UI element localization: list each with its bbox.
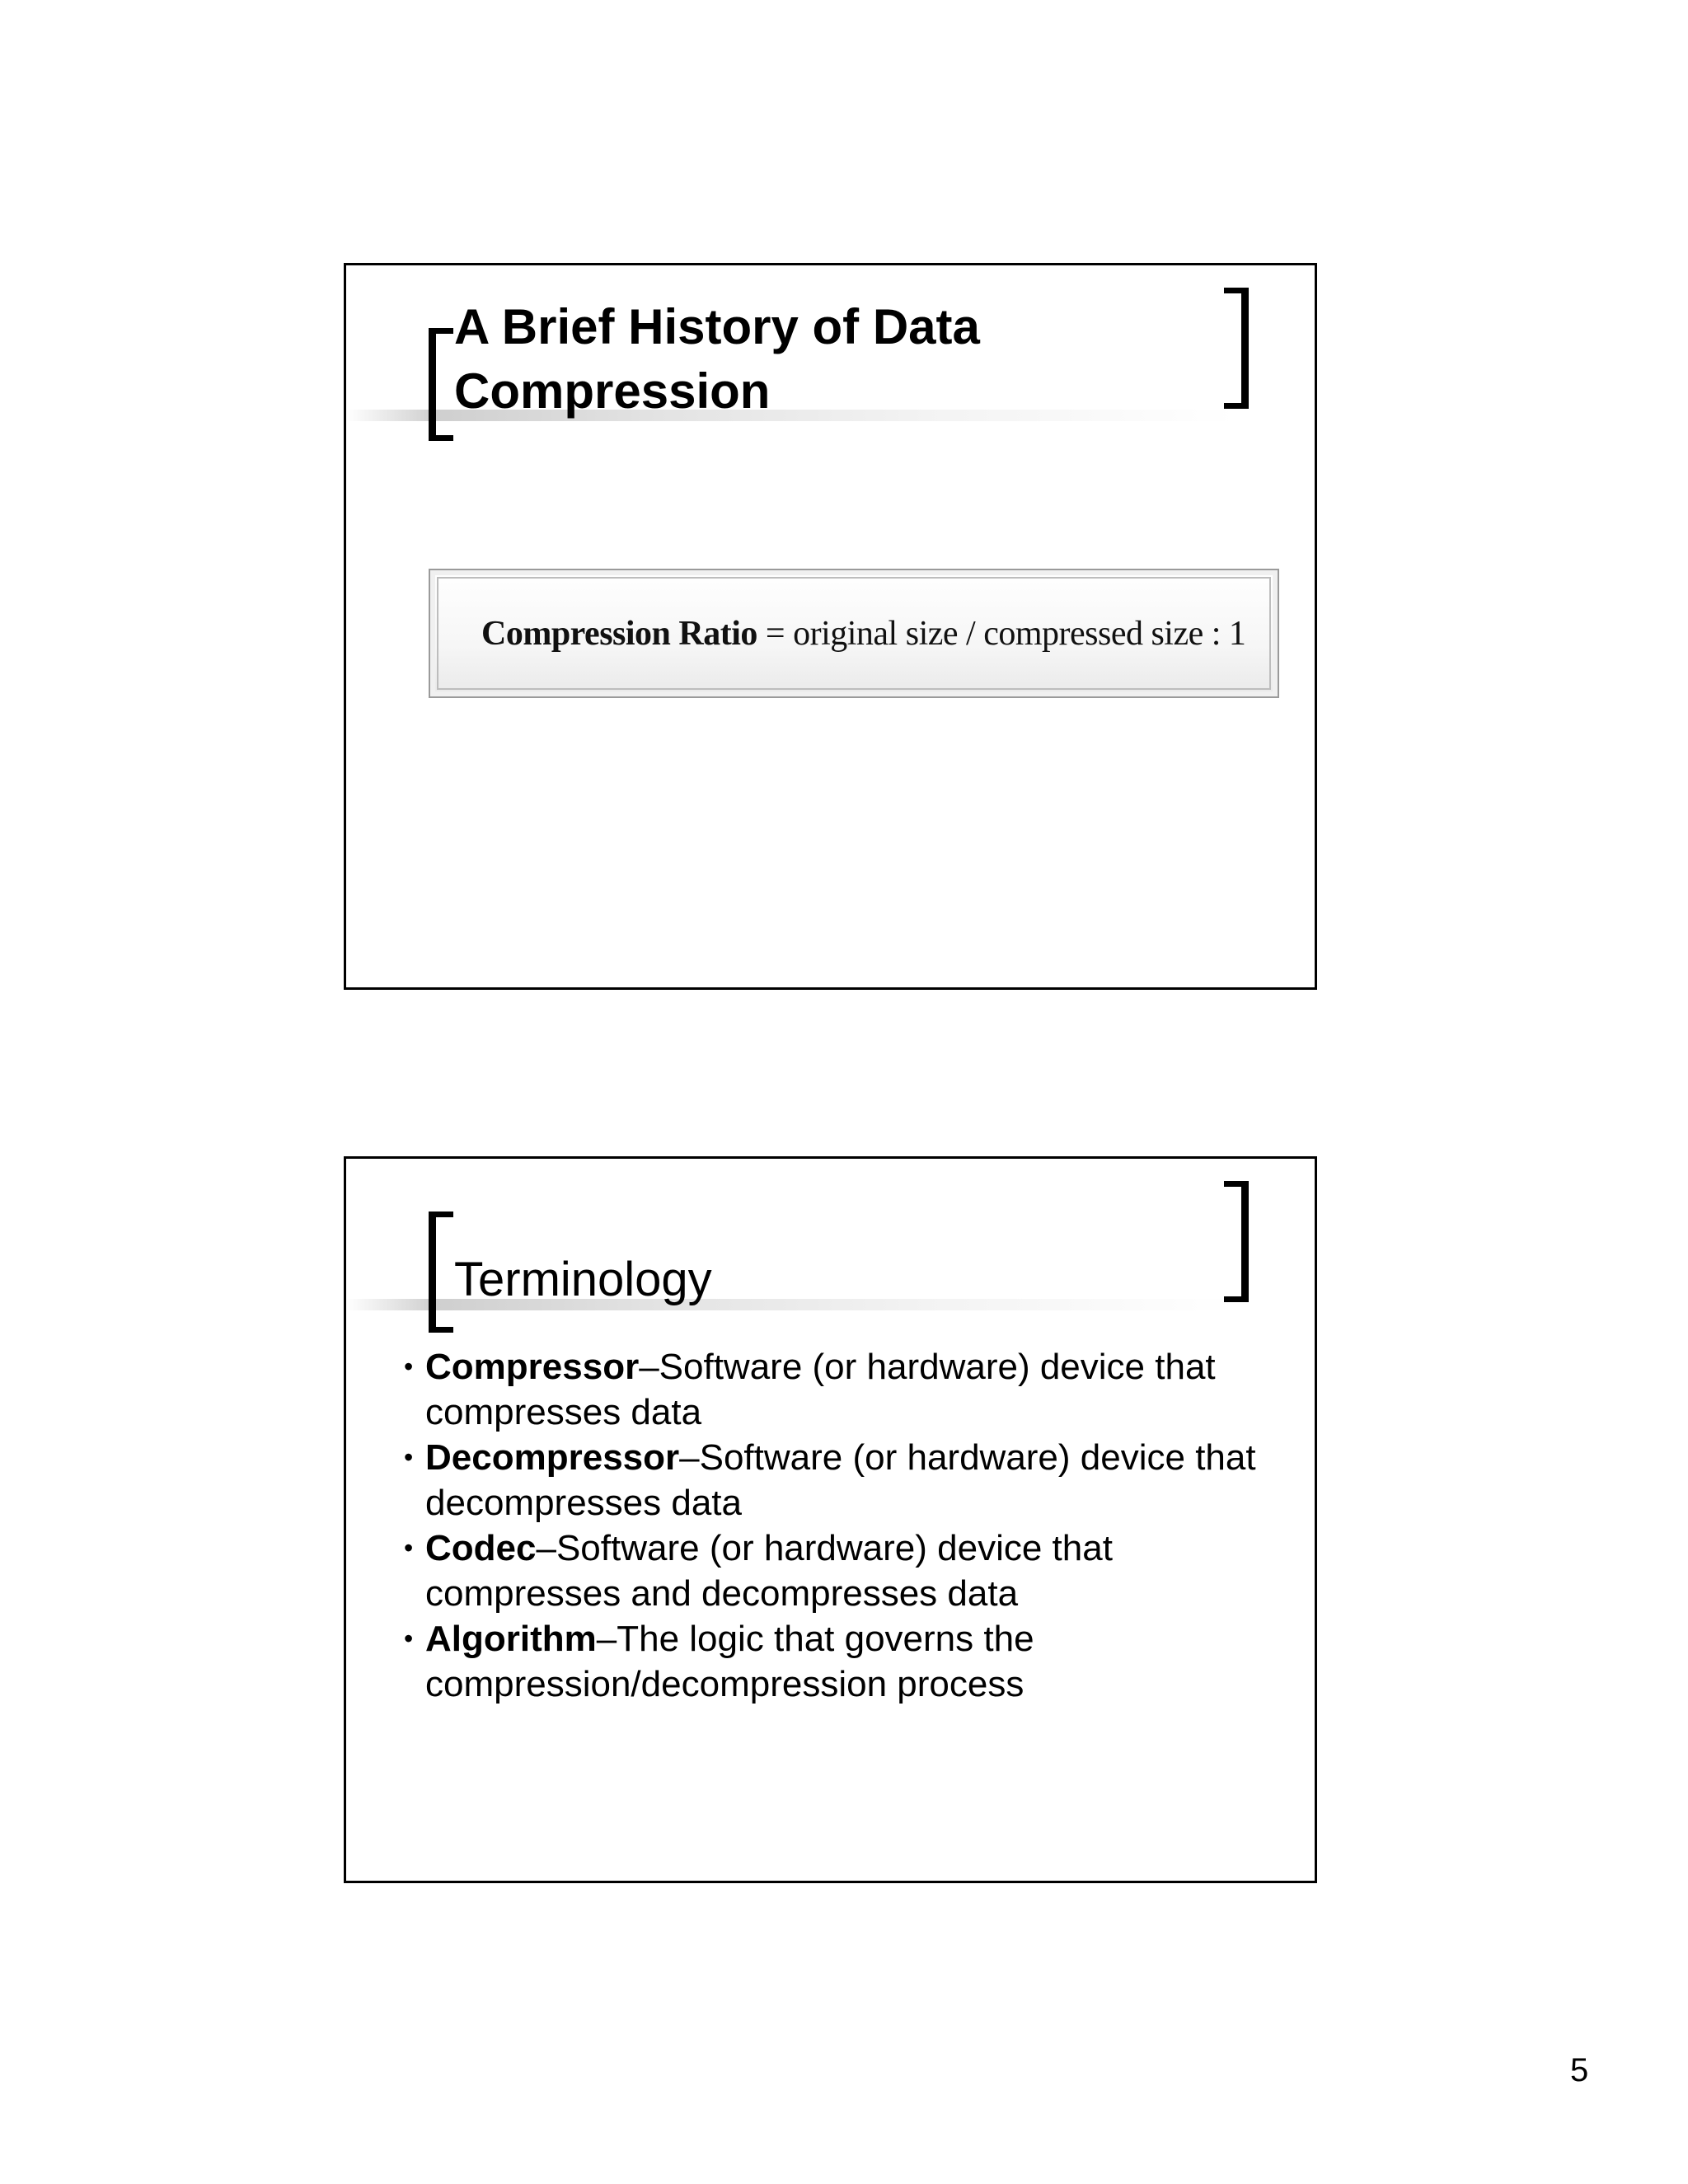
term-description: –Software (or hardware) device that compresses data [425, 1347, 1216, 1432]
term-name: Codec [425, 1528, 537, 1568]
terminology-list [404, 1344, 1278, 1707]
slide-title: A Brief History of Data Compression [454, 299, 980, 419]
right-bracket-decoration [1224, 1181, 1249, 1302]
term-name: Algorithm [425, 1619, 597, 1659]
formula-definition: = original size / compressed size : 1 [757, 614, 1246, 653]
term-name: Compressor [425, 1347, 640, 1387]
list-item [404, 1344, 1278, 1435]
list-item [404, 1435, 1278, 1526]
term-description: –The logic that governs the compression/decompression process [425, 1619, 1034, 1704]
list-item [404, 1526, 1278, 1616]
bullet-icon: • [404, 1442, 414, 1472]
list-item [404, 1616, 1278, 1707]
term-name: Decompressor [425, 1437, 680, 1478]
term-description: –Software (or hardware) device that decompresses data [425, 1437, 1256, 1523]
formula-term: Compression Ratio [481, 614, 757, 653]
page-number: 5 [1570, 2052, 1589, 2088]
bullet-icon: • [404, 1624, 414, 1653]
slide-history [344, 263, 1317, 990]
slide-title: Terminology [454, 1253, 712, 1306]
bullet-icon: • [404, 1533, 414, 1563]
compression-ratio-formula-box [429, 569, 1279, 698]
left-bracket-decoration [429, 1212, 453, 1333]
bullet-icon: • [404, 1352, 414, 1381]
left-bracket-decoration [429, 328, 453, 441]
slide-terminology [344, 1156, 1317, 1883]
right-bracket-decoration [1224, 288, 1249, 409]
term-description: –Software (or hardware) device that compresses and decompresses data [425, 1528, 1113, 1614]
formula-text [437, 577, 1271, 690]
